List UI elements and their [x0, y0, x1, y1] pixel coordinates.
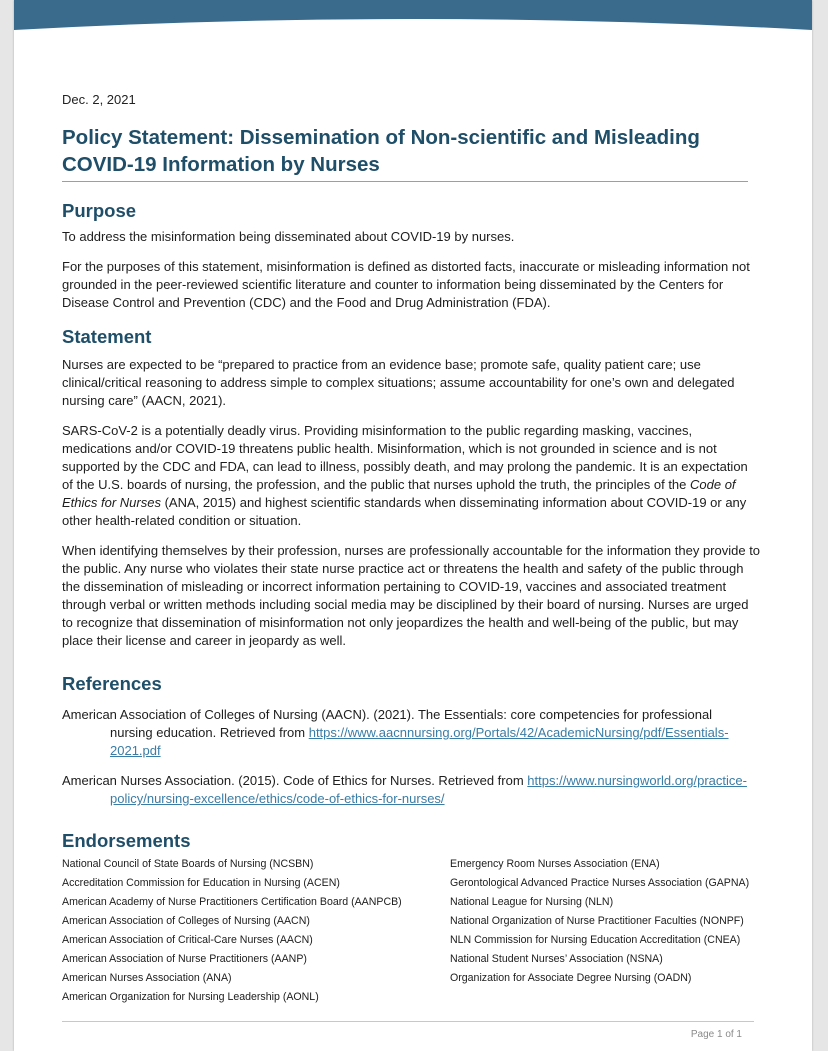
- statement-paragraph-1: Nurses are expected to be “prepared to practice from an evidence base; promote safe, quality patient care; use clinical/critical reasoning to address simple to complex situations; assume accountability for one’s own and delegated nursing care” (AACN, 2021).: [62, 357, 735, 408]
- reference-text: American Association of Colleges of Nursing (AACN). (2021). The Essentials: core competencies for professional nursing education. Retrieved from: [62, 707, 713, 740]
- endorser-item: American Association of Nurse Practitioners (AANP): [62, 953, 307, 965]
- reference-item-ana: [62, 772, 748, 808]
- reference-item-aacn: [62, 706, 748, 760]
- header-banner: [14, 0, 812, 40]
- statement-paragraph-2: [62, 422, 762, 530]
- endorser-item: American Organization for Nursing Leadership (AONL): [62, 991, 319, 1003]
- statement-p2-text-b: (ANA, 2015) and highest scientific standards when disseminating information about COVID-19 or any other health-related condition or situation.: [62, 495, 747, 528]
- reference-link-aacn[interactable]: https://www.aacnnursing.org/Portals/42/AcademicNursing/pdf/Essentials-2021.pdf: [110, 725, 729, 758]
- endorser-item: National Organization of Nurse Practitioner Faculties (NONPF): [450, 915, 744, 927]
- endorsements-right-column: [450, 855, 749, 988]
- endorser-item: National Student Nurses’ Association (NSNA): [450, 953, 663, 965]
- title-divider: [62, 181, 748, 182]
- endorser-item: National League for Nursing (NLN): [450, 896, 614, 908]
- document-date: Dec. 2, 2021: [62, 92, 136, 107]
- endorser-item: Emergency Room Nurses Association (ENA): [450, 858, 660, 870]
- purpose-heading: Purpose: [62, 200, 137, 221]
- endorser-item: American Association of Colleges of Nursing (AACN): [62, 915, 310, 927]
- code-of-ethics-title: Code of Ethics for Nurses: [62, 477, 736, 510]
- purpose-paragraph-1: To address the misinformation being disseminated about COVID-19 by nurses.: [62, 229, 515, 244]
- endorser-item: Gerontological Advanced Practice Nurses Association (GAPNA): [450, 877, 750, 889]
- statement-heading: Statement: [62, 326, 152, 347]
- endorser-item: Accreditation Commission for Education in Nursing (ACEN): [62, 877, 340, 889]
- purpose-paragraph-2: For the purposes of this statement, misinformation is defined as distorted facts, inaccurate or misleading information not grounded in the peer-reviewed scientific literature and counter to information being disseminated by the Centers for Disease Control and Prevention (CDC) and the Food and Drug Administration (FDA).: [62, 259, 750, 310]
- endorser-item: American Academy of Nurse Practitioners Certification Board (AANPCB): [62, 896, 402, 908]
- reference-link-ana[interactable]: https://www.nursingworld.org/practice-policy/nursing-excellence/ethics/code-of-ethics-for-nurses/: [110, 773, 747, 806]
- references-heading: References: [62, 673, 162, 694]
- endorser-item: NLN Commission for Nursing Education Accreditation (CNEA): [450, 934, 741, 946]
- endorser-item: American Association of Critical-Care Nurses (AACN): [62, 934, 313, 946]
- document-page: [14, 0, 812, 1051]
- endorser-item: American Nurses Association (ANA): [62, 972, 232, 984]
- document-title: Policy Statement: Dissemination of Non-scientific and Misleading COVID-19 Information by Nurses: [62, 126, 700, 176]
- footer-divider: [62, 1021, 754, 1022]
- endorser-item: Organization for Associate Degree Nursing (OADN): [450, 972, 692, 984]
- statement-p2-text-a: SARS-CoV-2 is a potentially deadly virus. Providing misinformation to the public regarding masking, vaccines, medications and/or COVID-19 threatens public health. Misinformation, which is not grounded in science and is not supported by the CDC and FDA, can lead to illness, possibly death, and may prolong the pandemic. It is an expectation of the U.S. boards of nursing, the profession, and the public that nurses uphold the truth, the principles of the: [62, 423, 748, 492]
- page-number: Page 1 of 1: [690, 1029, 742, 1040]
- statement-paragraph-3: When identifying themselves by their profession, nurses are professionally accountable for the information they provide to the public. Any nurse who violates their state nurse practice act or threatens the health and safety of the public through the dissemination of misleading or incorrect information pertaining to COVID-19, vaccines and associated treatment through verbal or written methods including social media may be disciplined by their board of nursing. Nurses are urged to recognize that dissemination of misinformation not only jeopardizes the health and well-being of the public, but may place their license and career in jeopardy as well.: [62, 543, 761, 648]
- endorser-item: National Council of State Boards of Nursing (NCSBN): [62, 858, 314, 870]
- endorsements-left-column: [62, 855, 402, 1007]
- endorsements-heading: Endorsements: [62, 830, 191, 851]
- reference-text: American Nurses Association. (2015). Code of Ethics for Nurses. Retrieved from: [62, 773, 528, 788]
